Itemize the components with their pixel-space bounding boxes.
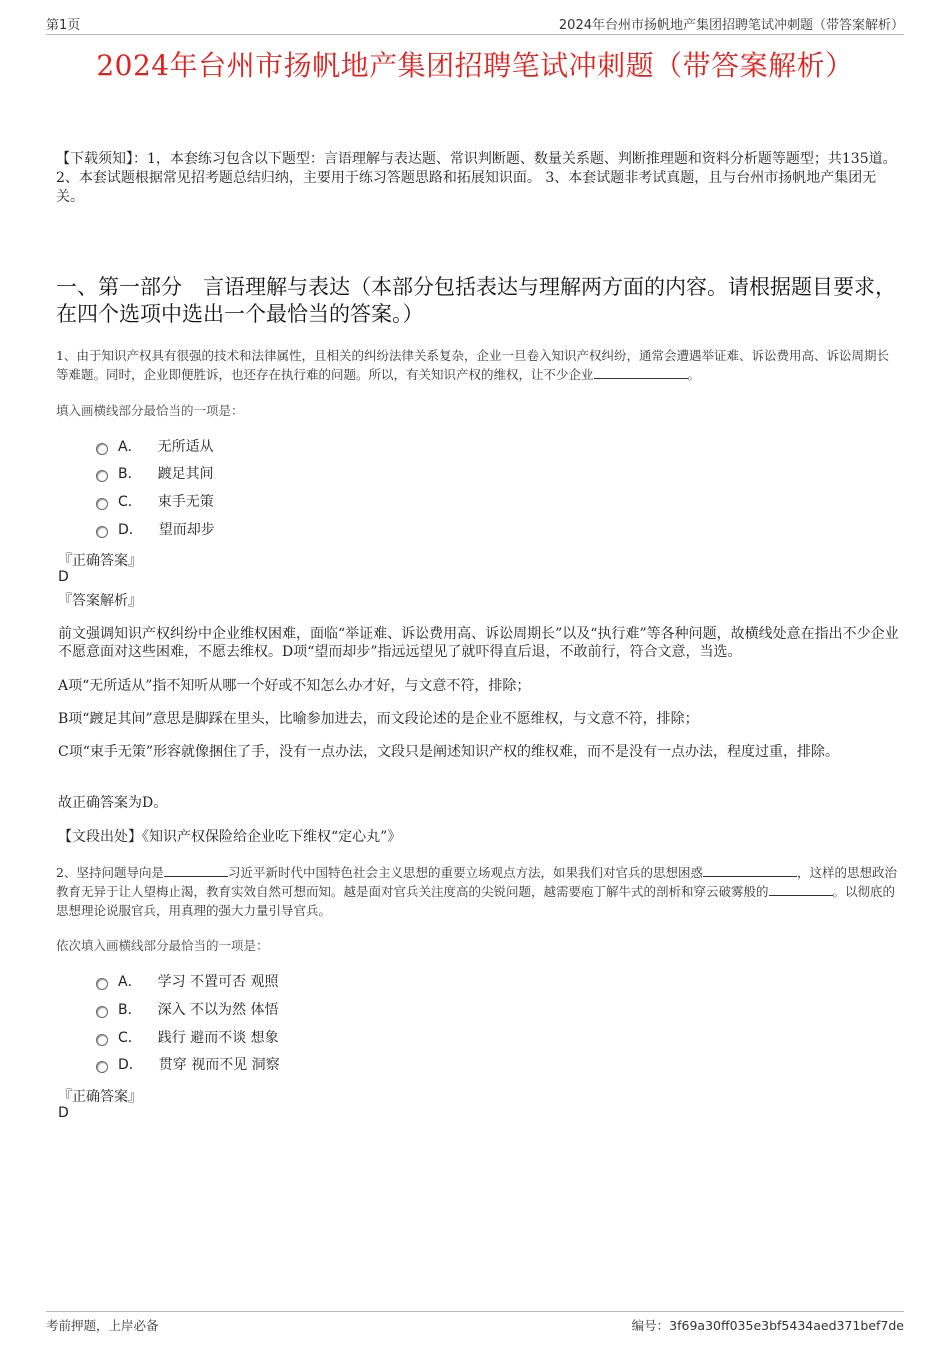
radio-icon[interactable] bbox=[96, 498, 108, 510]
option-a[interactable]: A． 无所适从 bbox=[96, 436, 214, 456]
answer-blank bbox=[594, 366, 688, 379]
answer-blank bbox=[769, 883, 833, 896]
footer-slogan: 考前押题，上岸必备 bbox=[46, 1318, 159, 1333]
analysis-paragraph: C项“束手无策”形容就像捆住了手，没有一点办法，文段只是阐述知识产权的维权难，而不是没有一点办法，程度过重，排除。 bbox=[58, 744, 840, 760]
answer-label: 『正确答案』 bbox=[58, 553, 142, 569]
answer-blank bbox=[164, 864, 228, 877]
analysis-paragraph: 前文强调知识产权纠纷中企业维权困难，面临“举证难、诉讼费用高、诉讼周期长”以及“执行难”等各种问题，故横线处意在指出不少企业不愿意面对这些困难，不愿去维权。D项“望而却步”指远远望见了就吓得直后退，不敢前行，符合文意，当选。 bbox=[58, 626, 899, 660]
page-title: 2024年台州市扬帆地产集团招聘笔试冲刺题（带答案解析） bbox=[96, 49, 854, 82]
page-footer bbox=[46, 1311, 904, 1332]
option-b[interactable]: B． 深入 不以为然 体悟 bbox=[96, 999, 279, 1019]
question-2-prompt: 依次填入画横线部分最恰当的一项是： bbox=[56, 938, 269, 953]
section-heading: 一、第一部分 言语理解与表达（本部分包括表达与理解两方面的内容。请根据题目要求，在四个选项中选出一个最恰当的答案。） bbox=[56, 275, 896, 326]
radio-icon[interactable] bbox=[96, 1034, 108, 1046]
radio-icon[interactable] bbox=[96, 1061, 108, 1073]
analysis-label: 『答案解析』 bbox=[58, 593, 142, 609]
radio-icon[interactable] bbox=[96, 470, 108, 482]
option-d[interactable]: D． 贯穿 视而不见 洞察 bbox=[96, 1054, 280, 1074]
radio-icon[interactable] bbox=[96, 443, 108, 455]
radio-icon[interactable] bbox=[96, 526, 108, 538]
correct-answer: D bbox=[58, 1105, 69, 1121]
answer-blank bbox=[703, 864, 797, 877]
download-notice: 【下载须知】：1，本套练习包含以下题型：言语理解与表达题、常识判断题、数量关系题、判断推理题和资料分析题等题型；共135道。 2、本套试题根据常见招考题总结归纳，主要用于练习答题思路和拓展知识面。 3、本套试题非考试真题，且与台州市扬帆地产集团无关。 bbox=[56, 151, 897, 205]
document-code: 编号：3f69a30ff035e3bf5434aed371bef7de bbox=[631, 1318, 904, 1333]
page-header bbox=[46, 14, 904, 35]
correct-answer: D bbox=[58, 569, 69, 585]
option-a[interactable]: A． 学习 不置可否 观照 bbox=[96, 971, 278, 991]
radio-icon[interactable] bbox=[96, 1006, 108, 1018]
radio-icon[interactable] bbox=[96, 978, 108, 990]
option-c[interactable]: C． 践行 避而不谈 想象 bbox=[96, 1027, 279, 1047]
question-1-text: 1、由于知识产权具有很强的技术和法律属性，且相关的纠纷法律关系复杂，企业一旦卷入知识产权纠纷，通常会遭遇举证难、诉讼费用高、诉讼周期长等难题。同时，企业即便胜诉，也还存在执行难的问题。所以，有关知识产权的维权，让不少企业 。 bbox=[56, 348, 889, 382]
header-doc-title: 2024年台州市扬帆地产集团招聘笔试冲刺题（带答案解析） bbox=[558, 18, 904, 33]
option-c[interactable]: C． 束手无策 bbox=[96, 491, 214, 511]
question-2-text: 2、坚持问题导向是 习近平新时代中国特色社会主义思想的重要立场观点方法，如果我们对官兵的思想困惑 ，这样的思想政治教育无异于让人望梅止渴，教育实效自然可想而知。越是面对官兵关注度高的尖锐问题，越需要庖丁解牛式的剖析和穿云破雾般的 。以彻底的思想理论说服官兵，用真理的强大力量引导官兵。 bbox=[56, 865, 897, 918]
source-citation: 【文段出处】《知识产权保险给企业吃下维权“定心丸”》 bbox=[58, 829, 402, 845]
page-number: 第1页 bbox=[46, 18, 81, 33]
analysis-conclusion: 故正确答案为D。 bbox=[58, 795, 168, 811]
option-d[interactable]: D． 望而却步 bbox=[96, 519, 215, 539]
analysis-paragraph: B项“踱足其间”意思是脚踩在里头，比喻参加进去，而文段论述的是企业不愿维权，与文意不符，排除； bbox=[58, 711, 699, 727]
analysis-paragraph: A项“无所适从”指不知听从哪一个好或不知怎么办才好，与文意不符，排除； bbox=[58, 678, 531, 694]
answer-label: 『正确答案』 bbox=[58, 1089, 142, 1105]
option-b[interactable]: B． 踱足其间 bbox=[96, 463, 214, 483]
question-1-prompt: 填入画横线部分最恰当的一项是： bbox=[56, 403, 244, 418]
